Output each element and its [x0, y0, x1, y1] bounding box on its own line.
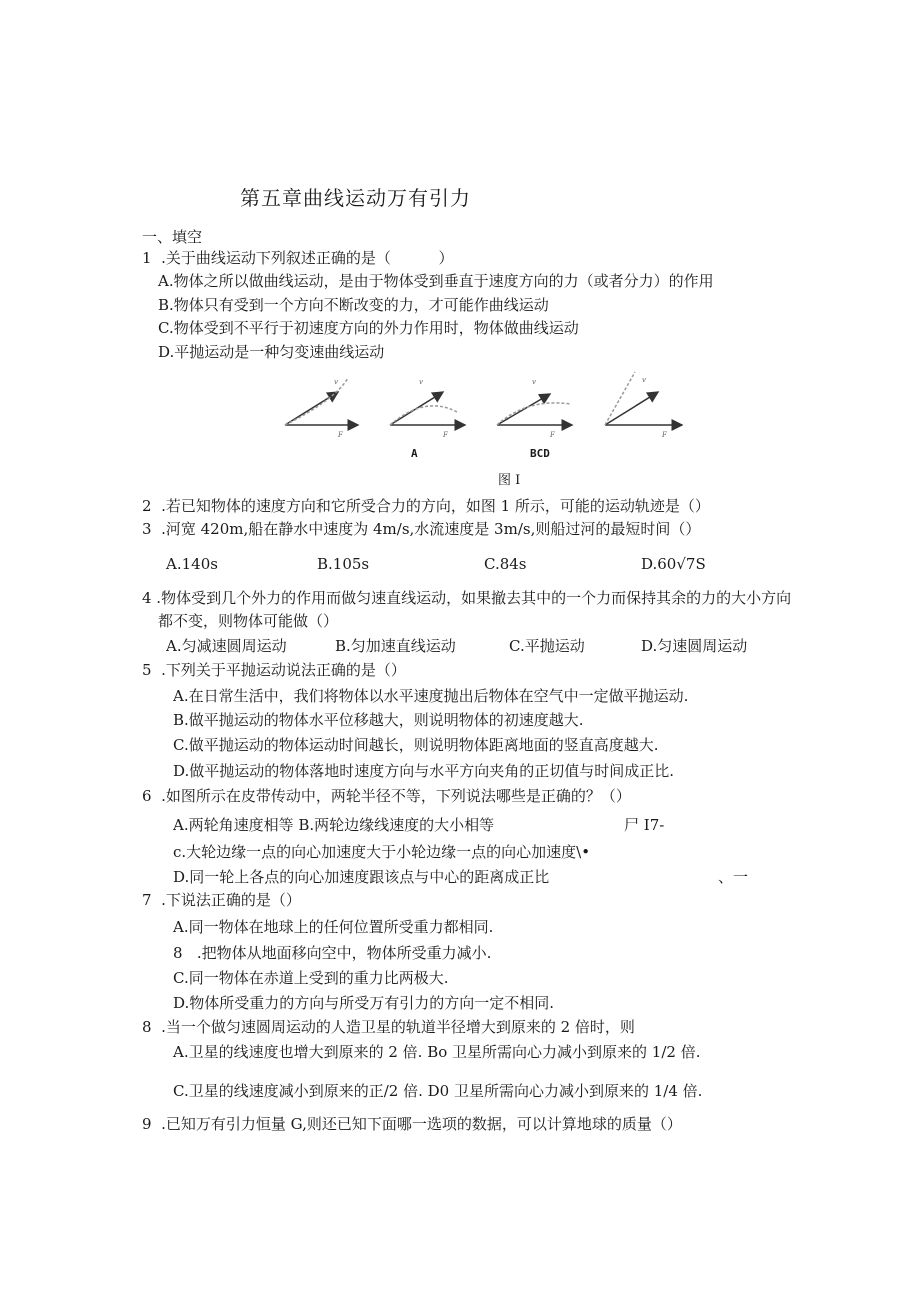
question-1: 1 .关于曲线运动下列叙述正确的是（ ） [142, 249, 454, 267]
figure-panel-2 [390, 378, 465, 439]
trajectory-curve [605, 372, 635, 425]
q3-option-b: B.105s [317, 555, 370, 573]
trajectory-curve [390, 406, 457, 425]
velocity-arrow [497, 394, 550, 425]
q5-option-b: B.做平抛运动的物体水平位移越大，则说明物体的初速度越大. [173, 711, 584, 729]
figure-1-trajectories [280, 370, 700, 445]
question-4-cont: 都不变，则物体可能做（） [158, 612, 339, 630]
q6-option-d: D.同一轮上各点的向心加速度跟该点与中心的距离成正比 [173, 868, 550, 886]
figure-caption: 图 I [498, 473, 521, 488]
section-heading: 一、填空 [142, 228, 203, 246]
q6-option-ab: A.两轮角速度相等 B.两轮边缘线速度的大小相等 [173, 816, 495, 834]
q1-option-a: A.物体之所以做曲线运动，是由于物体受到垂直于速度方向的力（或者分力）的作用 [158, 272, 714, 290]
figure-panel-1 [285, 378, 358, 439]
trajectory-curve [285, 378, 348, 425]
q1-option-c: C.物体受到不平行于初速度方向的外力作用时，物体做曲线运动 [158, 319, 579, 337]
q7-option-a: A.同一物体在地球上的任何位置所受重力都相同. [173, 918, 494, 936]
q7-option-c: C.同一物体在赤道上受到的重力比两极大. [173, 969, 449, 987]
svg-text:F: F [550, 431, 555, 439]
q3-option-d: D.60√7S [641, 555, 706, 573]
svg-text:v: v [419, 378, 423, 386]
q5-option-d: D.做平抛运动的物体落地时速度方向与水平方向夹角的正切值与时间成正比. [173, 762, 675, 780]
q3-option-c: C.84s [484, 555, 527, 573]
svg-text:v: v [334, 378, 338, 386]
q3-option-a: A.140s [166, 555, 218, 573]
figure-label-a: A [411, 447, 418, 460]
velocity-arrow [285, 392, 338, 425]
q4-option-b: B.匀加速直线运动 [335, 637, 456, 655]
svg-text:F: F [443, 431, 448, 439]
svg-text:F: F [338, 431, 343, 439]
question-7: 7 .下说法正确的是（） [142, 891, 301, 909]
q6-option-c: c.大轮边缘一点的向心加速度大于小轮边缘一点的向心加速度\• [173, 843, 591, 861]
q8-option-cd: C.卫星的线速度减小到原来的正/2 倍. D0 卫星所需向心力减小到原来的 1/4 倍. [173, 1082, 703, 1100]
q1-option-d: D.平抛运动是一种匀变速曲线运动 [158, 343, 385, 361]
svg-text:v: v [642, 376, 646, 384]
svg-text:F: F [662, 431, 667, 439]
question-3: 3 .河宽 420m,船在静水中速度为 4m/s,水流速度是 3m/s,则船过河的最短时间（） [142, 520, 701, 538]
q4-option-d: D.匀速圆周运动 [641, 637, 748, 655]
question-6: 6 .如图所示在皮带传动中，两轮半径不等，下列说法哪些是正确的？（） [142, 787, 631, 805]
figure-panel-4 [605, 372, 682, 439]
velocity-arrow [605, 392, 658, 425]
q6-figure-fragment-1: 尸 I7- [624, 816, 665, 834]
q5-option-c: C.做平抛运动的物体运动时间越长，则说明物体距离地面的竖直高度越大. [173, 736, 659, 754]
q5-option-a: A.在日常生活中，我们将物体以水平速度抛出后物体在空气中一定做平抛运动. [173, 687, 689, 705]
q4-option-c: C.平抛运动 [509, 637, 585, 655]
q4-option-a: A.匀减速圆周运动 [166, 637, 287, 655]
question-8: 8 .当一个做匀速圆周运动的人造卫星的轨道半径增大到原来的 2 倍时，则 [142, 1018, 635, 1036]
trajectory-curve [497, 403, 570, 425]
question-4: 4 .物体受到几个外力的作用而做匀速直线运动，如果撤去其中的一个力而保持其余的力的大小方向 [142, 589, 792, 607]
q8-option-ab: A.卫星的线速度也增大到原来的 2 倍. Bo 卫星所需向心力减小到原来的 1/2 倍. [173, 1043, 701, 1061]
svg-text:v: v [532, 378, 536, 386]
q7-option-b: 8 .把物体从地面移向空中，物体所受重力减小. [173, 944, 492, 962]
figure-panel-3 [497, 378, 572, 439]
q6-figure-fragment-2: 、一 [718, 868, 749, 886]
question-9: 9 .已知万有引力恒量 G,则还已知下面哪一选项的数据，可以计算地球的质量（） [142, 1115, 682, 1133]
q1-option-b: B.物体只有受到一个方向不断改变的力，才可能作曲线运动 [158, 296, 549, 314]
question-5: 5 .下列关于平抛运动说法正确的是（） [142, 661, 406, 679]
page-title: 第五章曲线运动万有引力 [240, 186, 471, 210]
question-2: 2 .若已知物体的速度方向和它所受合力的方向，如图 1 所示，可能的运动轨迹是（） [142, 497, 710, 515]
figure-label-bcd: BCD [530, 447, 550, 460]
q7-option-d: D.物体所受重力的方向与所受万有引力的方向一定不相同. [173, 994, 555, 1012]
